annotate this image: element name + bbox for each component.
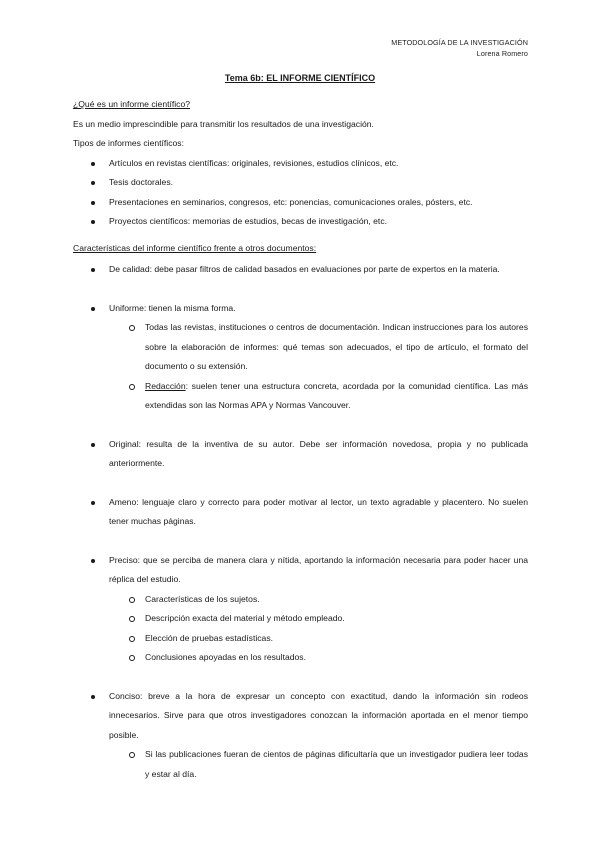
page-header <box>391 37 528 59</box>
list-item: Proyectos científicos: memorias de estudios, becas de investigación, etc. <box>73 212 528 232</box>
list-item: Tesis doctorales. <box>73 173 528 193</box>
header-course: METODOLOGÍA DE LA INVESTIGACIÓN <box>391 38 528 47</box>
header-author: Lorena Romero <box>476 49 528 58</box>
bullet-icon <box>91 162 95 166</box>
sub-list-item: Conclusiones apoyadas en los resultados. <box>73 648 528 668</box>
definition-text: Es un medio imprescindible para transmitir los resultados de una investigación. <box>73 118 374 129</box>
characteristic-calidad: De calidad: debe pasar filtros de calidad basados en evaluaciones por parte de expertos en la materia. <box>73 260 528 280</box>
characteristic-uniforme: Uniforme: tienen la misma forma. <box>73 299 528 319</box>
document-title: Tema 6b: EL INFORME CIENTÍFICO <box>224 73 376 83</box>
characteristic-preciso: Preciso: que se perciba de manera clara y nítida, aportando la información necesaria para poder hacer una réplica del estudio. <box>73 551 528 590</box>
characteristic-conciso: Conciso: breve a la hora de expresar un concepto con exactitud, dando la información sin rodeos innecesarios. Sirve para que otros investigadores conozcan la información aportada en el menor tiempo posible. <box>73 687 528 746</box>
section-heading-definition: ¿Qué es un informe científico? <box>73 99 191 109</box>
circle-bullet-icon <box>129 752 135 758</box>
sub-list-item: Características de los sujetos. <box>73 590 528 610</box>
bullet-icon <box>91 201 95 205</box>
bullet-icon <box>91 559 95 563</box>
list-item: Presentaciones en seminarios, congresos, etc: ponencias, comunicaciones orales, pósters, etc. <box>73 193 528 213</box>
sub-list-item: Elección de pruebas estadísticas. <box>73 629 528 649</box>
circle-bullet-icon <box>129 325 135 331</box>
list-item: Artículos en revistas científicas: originales, revisiones, estudios clínicos, etc. <box>73 154 528 174</box>
section-heading-characteristics: Características del informe científico frente a otros documentos: <box>73 242 317 253</box>
bullet-icon <box>91 695 95 699</box>
sub-list-item: Todas las revistas, instituciones o centros de documentación. Indican instrucciones para los autores sobre la elaboración de informes: qué temas son adecuados, el tipo de artículo, el formato del documento o su extensión. <box>73 318 528 377</box>
document-body <box>73 95 528 784</box>
sub-list-item: Descripción exacta del material y método empleado. <box>73 609 528 629</box>
redaccion-label: Redacción <box>145 380 186 391</box>
bullet-icon <box>91 268 95 272</box>
characteristic-original: Original: resulta de la inventiva de su autor. Debe ser información novedosa, propia y no publicada anteriormente. <box>73 435 528 474</box>
circle-bullet-icon <box>129 616 135 622</box>
bullet-icon <box>91 307 95 311</box>
bullet-icon <box>91 181 95 185</box>
sub-list-item: Si las publicaciones fueran de cientos de páginas dificultaría que un investigador pudiera leer todas y estar al día. <box>73 745 528 784</box>
characteristic-ameno: Ameno: lenguaje claro y correcto para poder motivar al lector, un texto agradable y placentero. No suelen tener muchas páginas. <box>73 493 528 532</box>
sub-list-item: Redacción: suelen tener una estructura concreta, acordada por la comunidad científica. Las más extendidas son las Normas APA y Normas Vancouver. <box>73 377 528 416</box>
circle-bullet-icon <box>129 384 135 390</box>
bullet-icon <box>91 220 95 224</box>
types-label: Tipos de informes científicos: <box>73 138 184 148</box>
circle-bullet-icon <box>129 636 135 642</box>
circle-bullet-icon <box>129 597 135 603</box>
bullet-icon <box>91 501 95 505</box>
bullet-icon <box>91 443 95 447</box>
circle-bullet-icon <box>129 655 135 661</box>
